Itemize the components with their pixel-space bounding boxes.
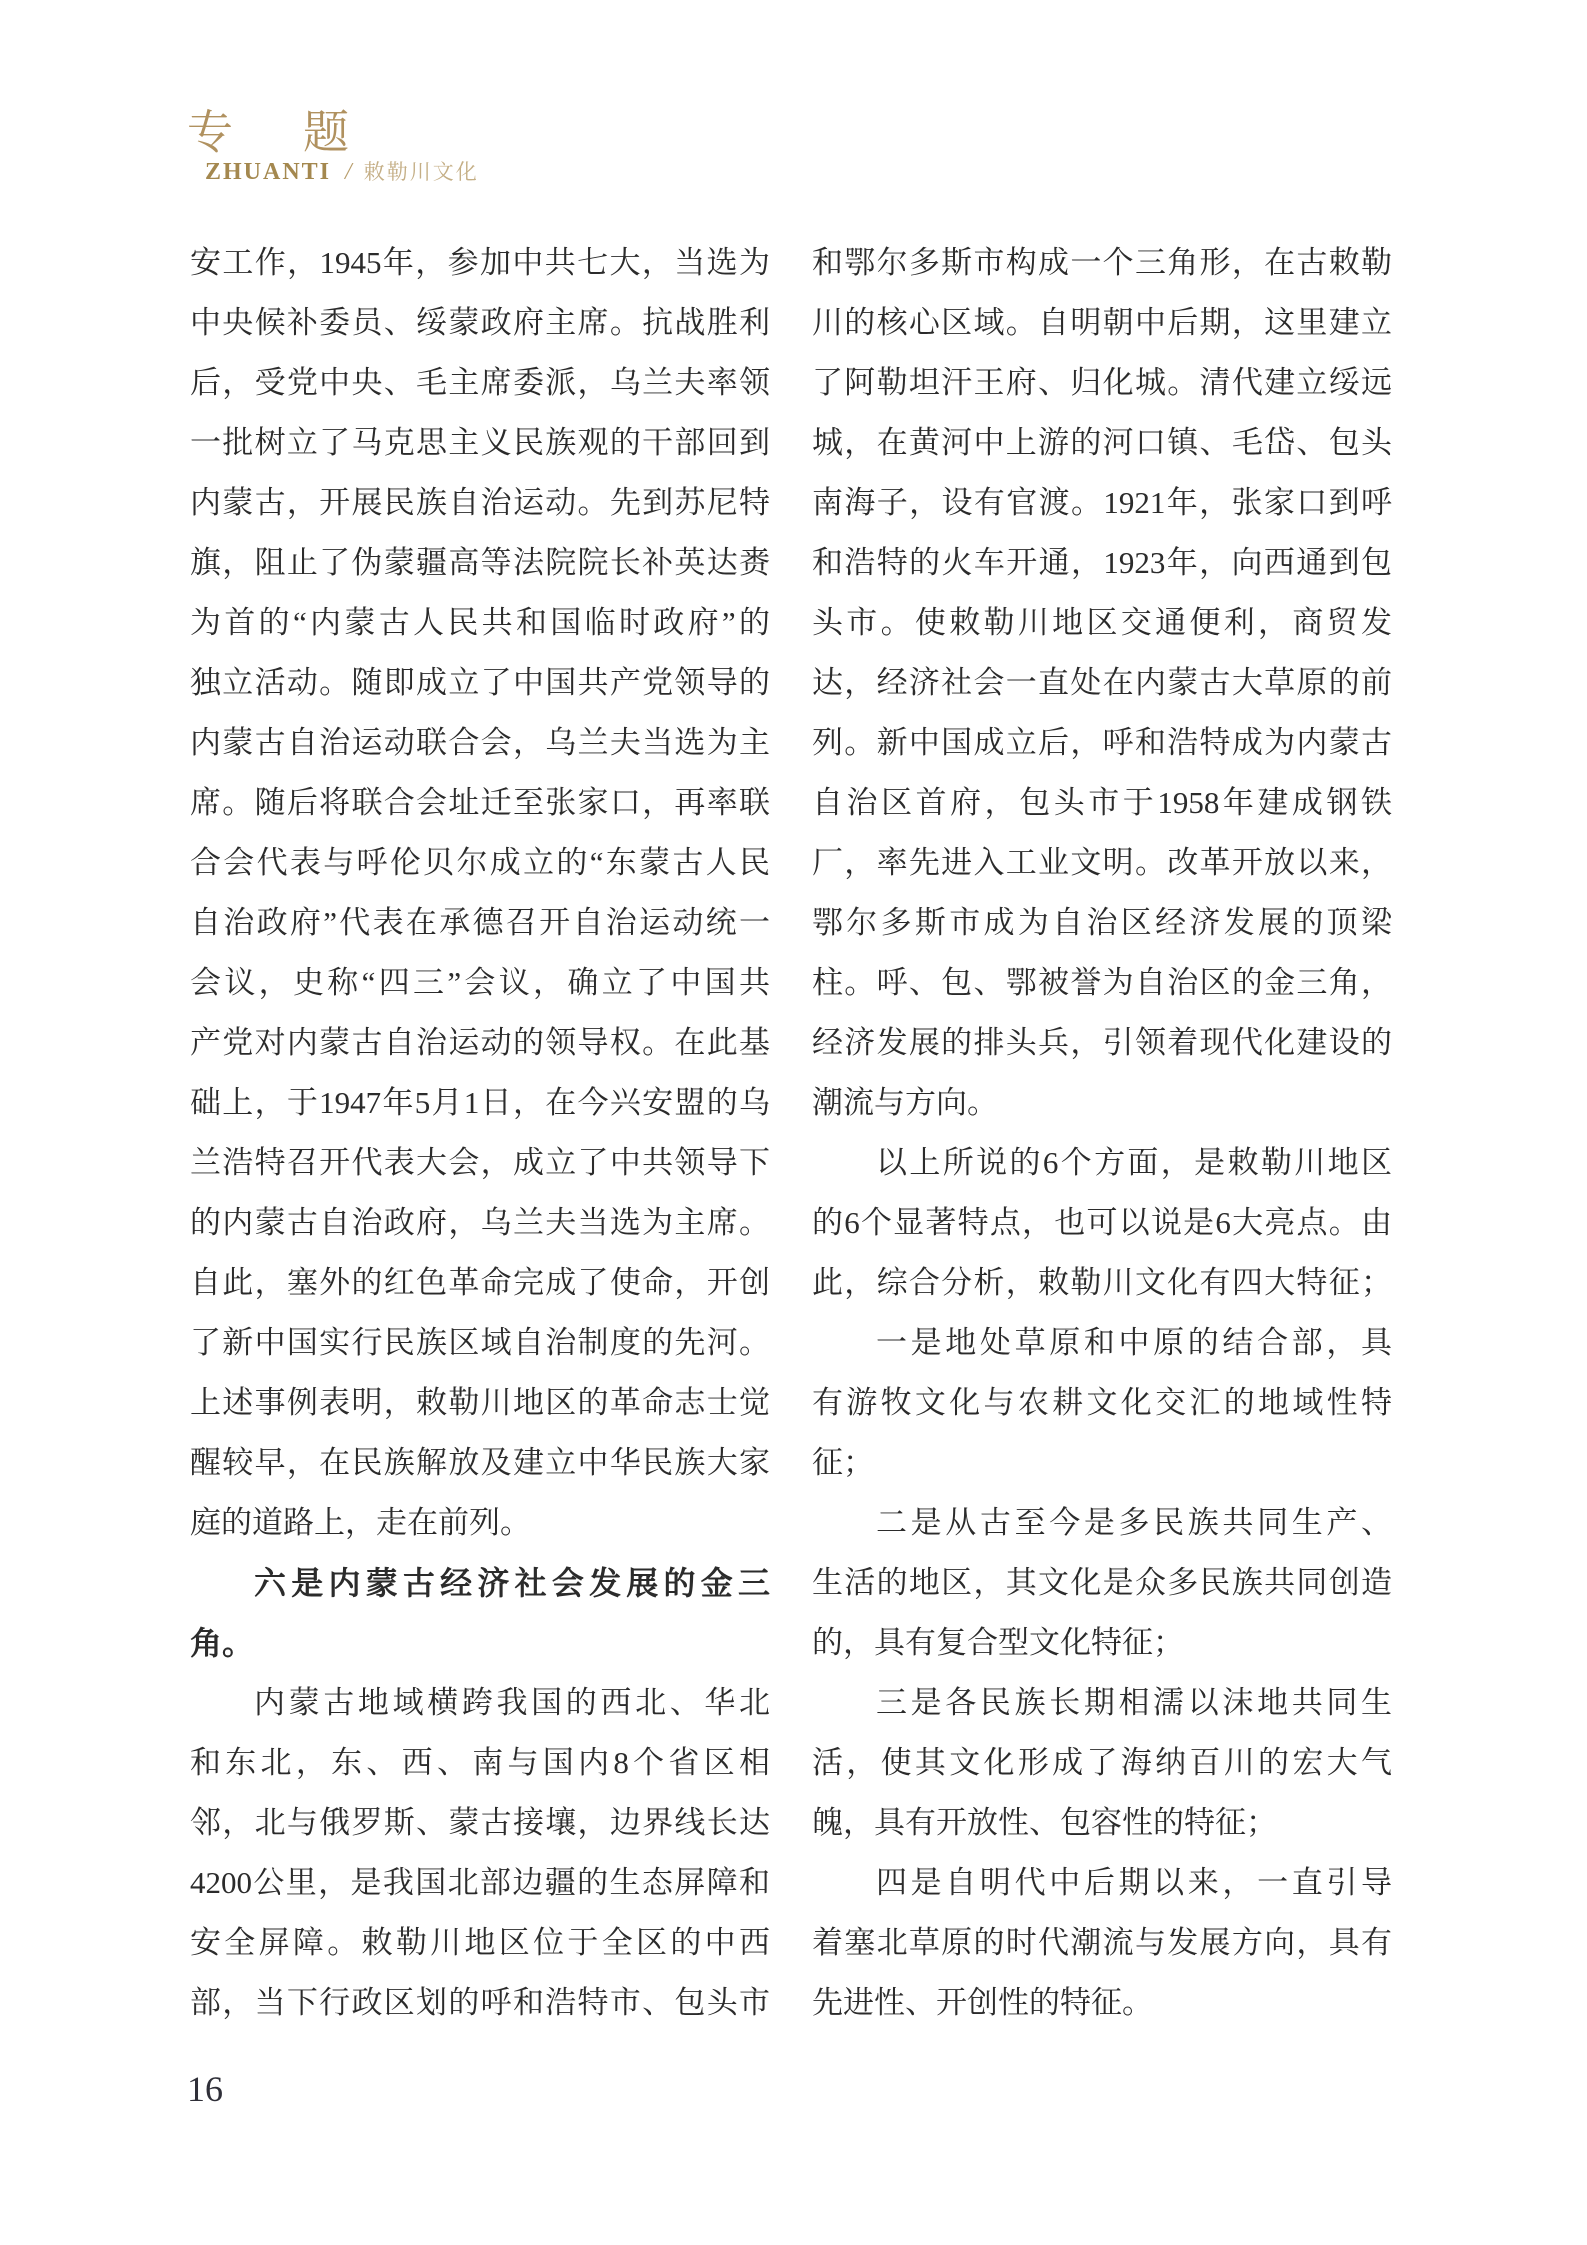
text-line-left-18: 自此，塞外的红色革命完成了使命，开创 xyxy=(190,1265,770,1300)
text-line-left-6: 旗，阻止了伪蒙疆高等法院院长补英达赉 xyxy=(190,545,770,580)
page-header xyxy=(187,108,361,159)
text-line-right-13: 柱。呼、包、鄂被誉为自治区的金三角， xyxy=(812,965,1392,1000)
text-line-left-27: 邻，北与俄罗斯、蒙古接壤，边界线长达 xyxy=(190,1805,770,1840)
text-line-left-7: 为首的“内蒙古人民共和国临时政府”的 xyxy=(190,605,770,640)
right-text-column xyxy=(812,233,1392,2033)
left-text-column xyxy=(190,233,770,2033)
text-line-right-28: 四是自明代中后期以来，一直引导 xyxy=(876,1865,1392,1900)
section-title-pinyin: ZHUANTI xyxy=(205,159,332,185)
text-line-right-17: 的6个显著特点，也可以说是6大亮点。由 xyxy=(812,1205,1392,1240)
text-line-left-14: 产党对内蒙古自治运动的领导权。在此基 xyxy=(190,1025,770,1060)
slash-separator: / xyxy=(345,159,352,185)
text-line-right-5: 南海子，设有官渡。1921年，张家口到呼 xyxy=(812,485,1392,520)
text-line-right-18: 此，综合分析，敕勒川文化有四大特征； xyxy=(812,1265,1392,1300)
text-line-left-20: 上述事例表明，敕勒川地区的革命志士觉 xyxy=(190,1385,770,1420)
text-line-right-2: 川的核心区域。自明朝中后期，这里建立 xyxy=(812,305,1392,340)
text-line-right-9: 列。新中国成立后，呼和浩特成为内蒙古 xyxy=(812,725,1392,760)
text-line-right-15: 潮流与方向。 xyxy=(812,1085,998,1120)
text-line-right-1: 和鄂尔多斯市构成一个三角形，在古敕勒 xyxy=(812,245,1392,280)
text-line-left-16: 兰浩特召开代表大会，成立了中共领导下 xyxy=(190,1145,770,1180)
text-line-left-2: 中央候补委员、绥蒙政府主席。抗战胜利 xyxy=(190,305,770,340)
text-line-right-23: 生活的地区，其文化是众多民族共同创造 xyxy=(812,1565,1392,1600)
text-line-left-19: 了新中国实行民族区域自治制度的先河。 xyxy=(190,1325,770,1360)
text-line-left-5: 内蒙古，开展民族自治运动。先到苏尼特 xyxy=(190,485,770,520)
text-line-right-26: 活，使其文化形成了海纳百川的宏大气 xyxy=(812,1745,1392,1780)
text-line-left-29: 安全屏障。敕勒川地区位于全区的中西 xyxy=(190,1925,770,1960)
text-line-left-17: 的内蒙古自治政府，乌兰夫当选为主席。 xyxy=(190,1205,770,1240)
text-line-right-29: 着塞北草原的时代潮流与发展方向，具有 xyxy=(812,1925,1392,1960)
text-line-right-12: 鄂尔多斯市成为自治区经济发展的顶梁 xyxy=(812,905,1392,940)
text-line-left-30: 部，当下行政区划的呼和浩特市、包头市 xyxy=(190,1985,770,2020)
text-line-left-22: 庭的道路上，走在前列。 xyxy=(190,1505,531,1540)
text-line-right-24: 的，具有复合型文化特征； xyxy=(812,1625,1184,1660)
text-line-left-24: 角。 xyxy=(190,1625,255,1661)
text-line-right-6: 和浩特的火车开通，1923年，向西通到包 xyxy=(812,545,1392,580)
text-line-right-21: 征； xyxy=(812,1445,874,1480)
text-line-left-4: 一批树立了马克思主义民族观的干部回到 xyxy=(190,425,770,460)
text-line-right-25: 三是各民族长期相濡以沫地共同生 xyxy=(876,1685,1392,1720)
text-line-left-23: 六是内蒙古经济社会发展的金三 xyxy=(254,1565,770,1601)
text-line-left-8: 独立活动。随即成立了中国共产党领导的 xyxy=(190,665,770,700)
text-line-left-1: 安工作，1945年，参加中共七大，当选为 xyxy=(190,245,770,280)
text-line-left-3: 后，受党中央、毛主席委派，乌兰夫率领 xyxy=(190,365,770,400)
text-line-right-7: 头市。使敕勒川地区交通便利，商贸发 xyxy=(812,605,1392,640)
text-line-left-13: 会议，史称“四三”会议，确立了中国共 xyxy=(190,965,770,1000)
text-line-right-19: 一是地处草原和中原的结合部，具 xyxy=(876,1325,1392,1360)
text-line-left-15: 础上，于1947年5月1日，在今兴安盟的乌 xyxy=(190,1085,770,1120)
text-line-right-4: 城，在黄河中上游的河口镇、毛岱、包头 xyxy=(812,425,1392,460)
section-title: 专 题 xyxy=(187,107,361,158)
text-line-left-21: 醒较早，在民族解放及建立中华民族大家 xyxy=(190,1445,770,1480)
text-line-right-3: 了阿勒坦汗王府、归化城。清代建立绥远 xyxy=(812,365,1392,400)
text-line-right-11: 厂，率先进入工业文明。改革开放以来， xyxy=(812,845,1392,880)
text-line-left-10: 席。随后将联合会址迁至张家口，再率联 xyxy=(190,785,770,820)
text-line-left-28: 4200公里，是我国北部边疆的生态屏障和 xyxy=(190,1865,770,1900)
text-line-right-10: 自治区首府，包头市于1958年建成钢铁 xyxy=(812,785,1392,820)
text-line-right-16: 以上所说的6个方面，是敕勒川地区 xyxy=(876,1145,1392,1180)
topic-label: 敕勒川文化 xyxy=(363,160,479,184)
text-line-left-11: 合会代表与呼伦贝尔成立的“东蒙古人民 xyxy=(190,845,770,880)
text-line-right-20: 有游牧文化与农耕文化交汇的地域性特 xyxy=(812,1385,1392,1420)
text-line-right-27: 魄，具有开放性、包容性的特征； xyxy=(812,1805,1277,1840)
text-line-left-26: 和东北，东、西、南与国内8个省区相 xyxy=(190,1745,770,1780)
text-line-right-30: 先进性、开创性的特征。 xyxy=(812,1985,1153,2020)
text-line-left-25: 内蒙古地域横跨我国的西北、华北 xyxy=(254,1685,770,1720)
text-line-left-12: 自治政府”代表在承德召开自治运动统一 xyxy=(190,905,770,940)
text-line-left-9: 内蒙古自治运动联合会，乌兰夫当选为主 xyxy=(190,725,770,760)
text-line-right-14: 经济发展的排头兵，引领着现代化建设的 xyxy=(812,1025,1392,1060)
text-line-right-22: 二是从古至今是多民族共同生产、 xyxy=(876,1505,1392,1540)
text-line-right-8: 达，经济社会一直处在内蒙古大草原的前 xyxy=(812,665,1392,700)
section-subtitle xyxy=(205,156,479,186)
page-number: 16 xyxy=(187,2069,223,2109)
